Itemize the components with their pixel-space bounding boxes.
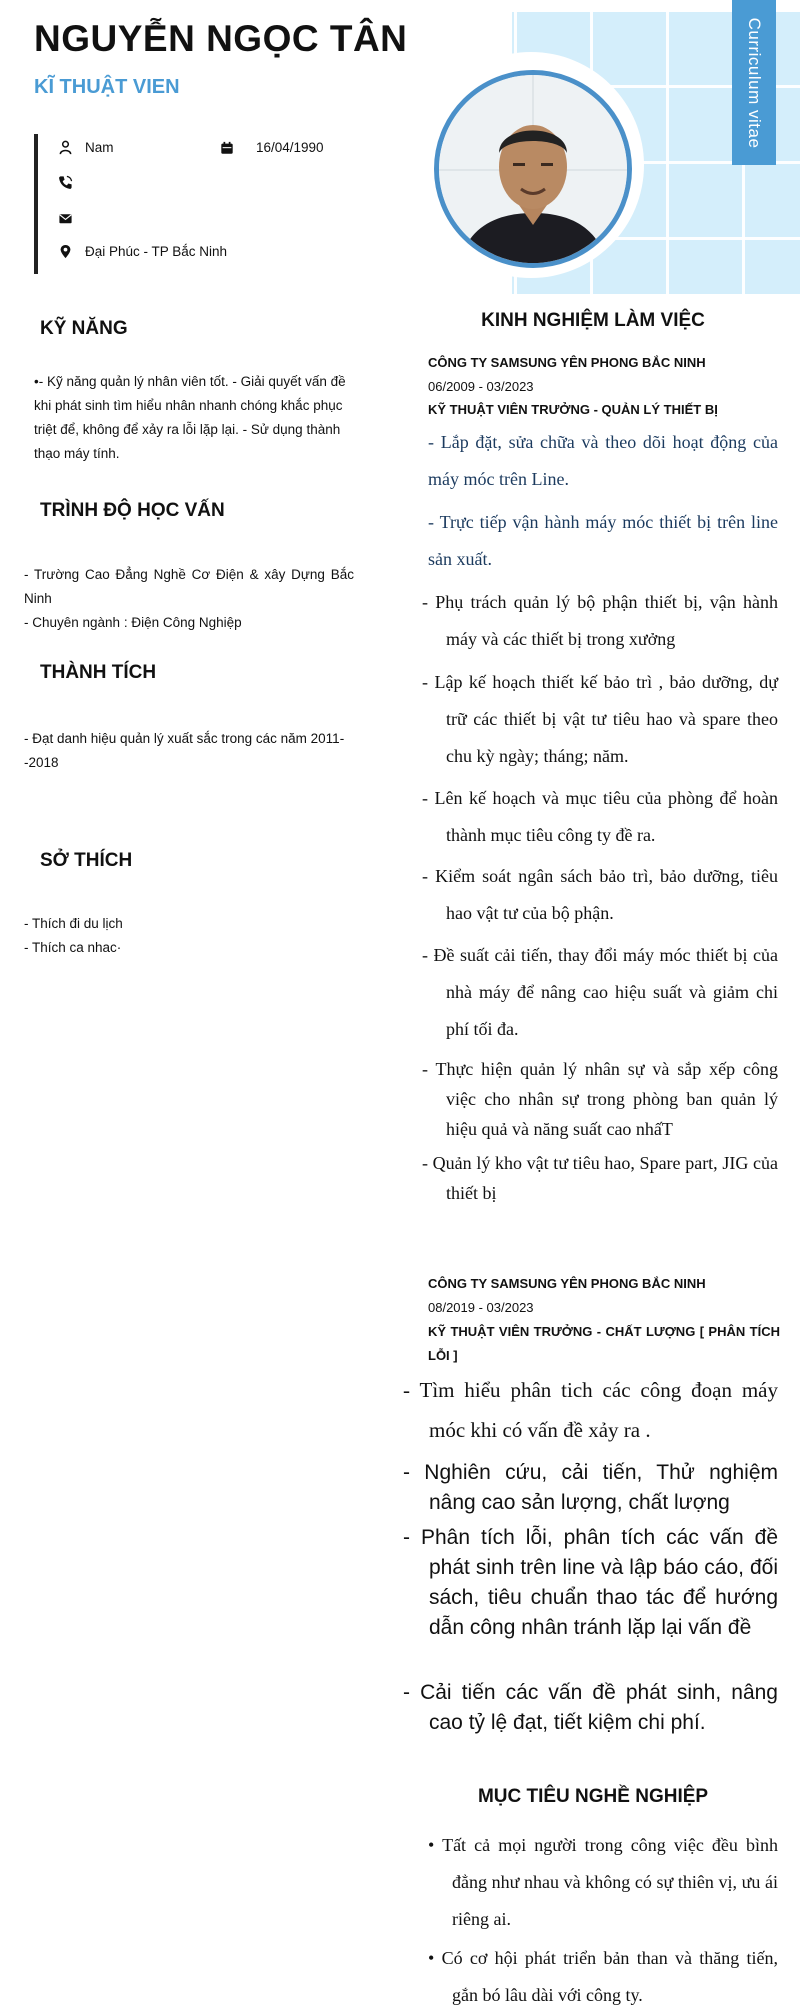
education-heading: TRÌNH ĐỘ HỌC VẤN: [40, 500, 225, 521]
person-silhouette-icon: [439, 75, 627, 263]
phone-row: [58, 175, 85, 190]
skills-heading: KỸ NĂNG: [40, 318, 128, 339]
hobbies-heading: SỞ THÍCH: [40, 850, 133, 871]
achievements-text: - Đạt danh hiệu quản lý xuất sắc trong các năm 2011--2018: [24, 731, 345, 770]
job2-title: KỸ THUẬT VIÊN TRƯỞNG - CHẤT LƯỢNG [ PHÂN TÍCH LỖI ]: [428, 1324, 780, 1363]
achievements-heading: THÀNH TÍCH: [40, 662, 157, 683]
job1-item: - Lắp đặt, sửa chữa và theo dõi hoạt động của máy móc trên Line.: [428, 432, 778, 489]
education-school: - Trường Cao Đẳng Nghề Cơ Điện & xây Dựng Bắc Ninh: [24, 567, 354, 606]
job2-item: - Phân tích lỗi, phân tích các vấn đề phát sinh trên line và lập báo cáo, đối sách, tiêu chuẩn thao tác để hướng dẫn công nhân tránh lặp lại vấn đề: [403, 1526, 778, 1639]
candidate-name: NGUYỄN NGỌC TÂN: [34, 18, 408, 59]
email-row: [58, 211, 85, 226]
cv-tab: [732, 0, 776, 165]
address-value: Đại Phúc - TP Bắc Ninh: [85, 244, 228, 259]
job1-item: - Quản lý kho vật tư tiêu hao, Spare part, JIG của thiết bị: [422, 1153, 778, 1203]
hobby-singing: - Thích ca nhac·: [24, 940, 122, 955]
birthdate-row: [220, 140, 324, 155]
phone-icon: [58, 175, 73, 190]
profile-photo: [434, 70, 632, 268]
address-row: [58, 244, 227, 259]
education-major: - Chuyên ngành : Điện Công Nghiệp: [24, 615, 242, 630]
job2-dates: 08/2019 - 03/2023: [428, 1300, 534, 1315]
calendar-icon: [220, 141, 234, 155]
job1-item: - Trực tiếp vận hành máy móc thiết bị trên line sản xuất.: [428, 512, 778, 569]
job2-item: - Tìm hiểu phân tich các công đoạn máy móc khi có vấn đề xảy ra .: [403, 1378, 778, 1442]
job1-title: KỸ THUẬT VIÊN TRƯỞNG - QUẢN LÝ THIẾT BỊ: [428, 402, 718, 417]
job1-company: CÔNG TY SAMSUNG YÊN PHONG BẮC NINH: [428, 355, 706, 370]
job2-item: - Cải tiến các vấn đề phát sinh, nâng cao tỷ lệ đạt, tiết kiệm chi phí.: [403, 1681, 778, 1734]
objective-item: • Tất cả mọi người trong công việc đều bình đẳng như nhau và không có sự thiên vị, ưu ái riêng ai.: [428, 1835, 778, 1929]
job1-item: - Lên kế hoạch và mục tiêu của phòng để hoàn thành mục tiêu công ty đề ra.: [422, 788, 778, 845]
objective-item: • Có cơ hội phát triển bản than và thăng tiến, gắn bó lâu dài với công ty.: [428, 1948, 778, 2005]
skills-text: •- Kỹ năng quản lý nhân viên tốt. - Giải quyết vấn đề khi phát sinh tìm hiểu nhân nhanh chóng khắc phục triệt để, không để xảy ra lỗi lặp lại. - Sử dụng thành thạo máy tính.: [34, 374, 346, 461]
contact-block: [34, 134, 368, 274]
job1-item: - Phụ trách quản lý bộ phận thiết bị, vận hành máy và các thiết bị trong xưởng: [422, 592, 778, 649]
cv-tab-label: Curriculum vitae: [745, 17, 764, 148]
job1-dates: 06/2009 - 03/2023: [428, 379, 534, 394]
job1-item: - Đề suất cải tiến, thay đổi máy móc thiết bị của nhà máy để nâng cao hiệu suất và giảm chi phí tối đa.: [422, 945, 778, 1039]
user-icon: [58, 140, 73, 155]
location-pin-icon: [58, 244, 73, 259]
hobby-travel: - Thích đi du lịch: [24, 916, 123, 931]
objective-heading: MỤC TIÊU NGHỀ NGHIỆP: [477, 1786, 709, 1807]
job1-item: - Thực hiện quản lý nhân sự và sắp xếp công việc cho nhân sự trong phòng ban quản lý hiệu quả và năng suất cao nhấT: [422, 1059, 778, 1139]
experience-heading: KINH NGHIỆM LÀM VIỆC: [481, 310, 705, 331]
gender-row: [58, 140, 114, 155]
job-title: KĨ THUẬT VIEN: [34, 76, 180, 98]
job1-item: - Kiểm soát ngân sách bảo trì, bảo dưỡng, tiêu hao vật tư của bộ phận.: [422, 866, 778, 923]
birthdate-value: 16/04/1990: [256, 140, 324, 155]
envelope-icon: [58, 211, 73, 226]
job2-company: CÔNG TY SAMSUNG YÊN PHONG BẮC NINH: [428, 1276, 706, 1291]
gender-value: Nam: [85, 140, 114, 155]
job1-item: - Lập kế hoạch thiết kế bảo trì , bảo dưỡng, dự trữ các thiết bị vật tư tiêu hao và spare theo chu kỳ ngày; tháng; năm.: [422, 672, 778, 766]
job2-item: - Nghiên cứu, cải tiến, Thử nghiệm nâng cao sản lượng, chất lượng: [403, 1461, 778, 1514]
